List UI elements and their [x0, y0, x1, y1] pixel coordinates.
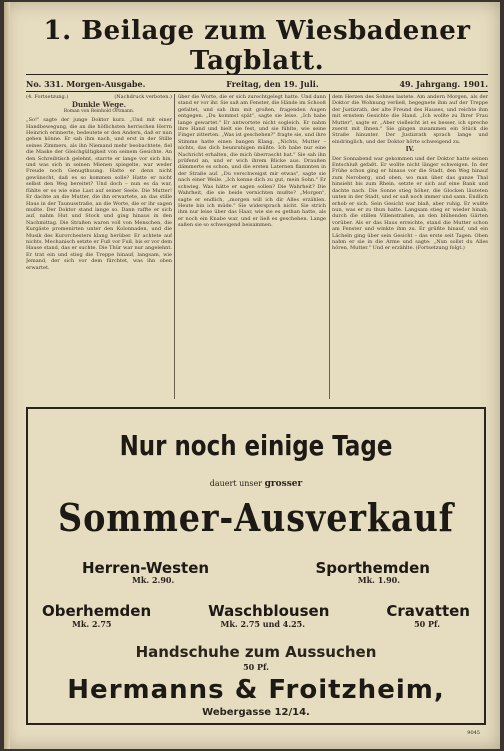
story-subtitle: Roman von Reinhold Ortmann. — [63, 108, 135, 114]
text-column-right — [332, 94, 488, 399]
ad-item-price: 50 Pf. — [414, 619, 440, 629]
story-note: (Nachdruck verboten.) — [114, 94, 172, 100]
ad-subline — [28, 479, 484, 489]
ad-row-prices — [28, 619, 484, 629]
ad-row — [28, 602, 484, 620]
ad-item-name: Sporthemden — [315, 559, 430, 577]
issue-volume: 49. Jahrgang. 1901. — [399, 79, 488, 89]
story-text: „So!" sagte der junge Doktor kurz. „Und mit einer Handbewegung, die an die höflichsten herrischen Herrn Heinrich erinnerte, bedeutete er den Andern, daß er nun gehen könne. Er sah ihm nach, und erst in der Stille seines Zimmers, als ihn Niemand mehr beobachtete, fiel die Maske der Gleichgültigkeit von seinem Gesichte. An den Schreibtisch gelehnt, starrte er lange vor sich hin, und was sich in seinen Mienen spiegelte, war weder Freude noch Genugthuung. Hatte er denn nicht gewünscht, daß es so kommen solle? Hatte er nicht selbst den Weg bereitet? Und doch – nun es da war, fühlte er es wie eine Last auf seiner Seele. Die Mutter! Er dachte an die Mutter, die ihn erwartete, an das stille Haus in der Taunusstraße, an die Worte, die er ihr sagen mußte. Der Doktor stand lange so. Dann raffte er sich auf, nahm Hut und Stock und ging hinaus in den Nachmittag. Die Straßen waren voll von Menschen, die Kurgäste promenirten unter den Kolonnaden, und die Musik des Kurorchesters klang herüber. Er achtete auf nichts. Mechanisch setzte er Fuß vor Fuß, bis er vor dem Hause stand, das er suchte. Die Thür war nur angelehnt. Er trat ein und stieg die Treppe hinauf, langsam, wie Jemand, der sich vor dem fürchtet, was ihn oben erwartet. — [26, 117, 172, 271]
issue-number: No. 331. Morgen-Ausgabe. — [26, 79, 146, 89]
issue-line — [26, 79, 488, 91]
ad-item-name: Herren-Westen — [82, 559, 210, 577]
ad-sale-title: Sommer-Ausverkauf — [58, 495, 454, 540]
ad-gloves-line: Handschuhe zum Aussuchen — [135, 643, 377, 661]
page-binding-edge — [4, 2, 10, 749]
ad-item-price: Mk. 2.90. — [132, 575, 175, 585]
ad-subline-pre: dauert unser — [209, 479, 263, 488]
ad-row-prices — [28, 575, 484, 585]
footer-code: 9045 — [467, 730, 480, 736]
ad-gloves-price: 50 Pf. — [243, 662, 269, 672]
masthead-rule-top — [26, 74, 488, 75]
ad-address: Webergasse 12/14. — [202, 707, 310, 718]
masthead-rule-bottom — [26, 91, 488, 92]
newspaper-page — [4, 2, 500, 749]
masthead-title: 1. Beilage zum Wiesbadener Tagblatt. — [43, 16, 471, 76]
chapter-number: IV. — [405, 146, 415, 154]
column-divider — [174, 94, 175, 399]
text-column-left — [26, 94, 172, 399]
ad-item-price: Mk. 1.90. — [357, 575, 400, 585]
story-text: dem Herzen des Sohnes lastete. Am andern Morgen, als der Doktor die Wohnung verließ, begegnete ihm auf der Treppe der Justizrath, der alte Freund des Hauses, und reichte ihm mit ernstem Gesichte die Hand. „Ich wollte zu Ihrer Frau Mutter", sagte er. „Aber vielleicht ist es besser, ich spreche zuerst mit Ihnen." Sie gingen zusammen ein Stück die Straße hinunter. Der Justizrath sprach lange und eindringlich, und der Doktor hörte schweigend zu. — [332, 94, 488, 145]
ad-item-name: Cravatten — [386, 602, 470, 620]
advertisement — [26, 407, 486, 725]
story-text: Der Sonnabend war gekommen und der Doktor hatte seinen Entschluß gefaßt. Er wollte nicht länger schweigen. In der Frühe schon ging er hinaus vor die Stadt, den Weg hinauf zum Neroberg, und oben, wo man über das ganze Thal hinsieht bis zum Rhein, setzte er sich auf eine Bank und dachte nach. Die Sonne stieg höher, die Glocken läuteten unten in der Stadt, und er saß noch immer und sann. Endlich erhob er sich. Sein Gesicht war blaß, aber ruhig. Er wußte nun, was er zu thun hatte. Langsam stieg er wieder hinab, durch die stillen Villenstraßen, an den blühenden Gärten vorüber. Als er das Haus erreichte, stand die Mutter schon am Fenster und winkte ihm zu. Er grüßte hinauf, und ein Lächeln ging über sein Gesicht – das erste seit Tagen. Oben nahm er sie in die Arme und sagte: „Nun sollst du Alles hören, Mutter." Und er erzählte. (Fortsetzung folgt.) — [332, 155, 488, 252]
column-divider — [329, 94, 330, 399]
text-column-middle — [178, 94, 326, 399]
ad-item-name: Oberhemden — [42, 602, 152, 620]
ad-subline-bold: grosser — [264, 479, 303, 489]
ad-item-price: Mk. 2.75 — [72, 619, 112, 629]
story-section: (4. Fortsetzung.) — [26, 94, 69, 100]
story-title: Dunkle Wege. — [71, 100, 127, 110]
issue-date: Freitag, den 19. Juli. — [226, 79, 319, 89]
story-text: über die Worte, die er sich zurechtgelegt hatte. Und dann stand er vor ihr. Sie saß am Fenster, die Hände im Schooß gefaltet, und sah ihm mit großen, fragenden Augen entgegen. „Du kommst spät", sagte sie leise. „Ich habe lange gewartet." Er antwortete nicht sogleich. Er nahm ihre Hand und hielt sie fest, und sie fühlte, wie seine Finger zitterten. „Was ist geschehen?" fragte sie, und ihre Stimme hatte einen bangen Klang. „Nichts, Mutter – nichts, das dich beunruhigen müßte. Ich habe nur eine Nachricht erhalten, die mich überrascht hat." Sie sah ihn prüfend an, und er wich ihrem Blicke aus. Draußen dämmerte es schon, und die ersten Laternen flammten in der Straße auf. „Du verschweigst mir etwas", sagte sie nach einer Weile. „Ich kenne dich zu gut, mein Sohn." Er schwieg. Was hätte er sagen sollen? Die Wahrheit? Die Wahrheit, die sie beide vernichten mußte? „Morgen", sagte er endlich, „morgen will ich dir Alles erzählen. Heute bin ich müde." Sie widersprach nicht. Sie strich ihm nur leise über das Haar, wie sie es gethan hatte, als er noch ein Knabe war, und er ließ es geschehen. Lange saßen sie so schweigend beisammen. — [178, 94, 326, 229]
ad-headline: Nur noch einige Tage — [119, 429, 393, 462]
ad-item-name: Waschblousen — [208, 602, 330, 620]
ad-company-name: Hermanns & Froitzheim, — [67, 675, 445, 705]
ad-item-price: Mk. 2.75 und 4.25. — [220, 619, 306, 629]
